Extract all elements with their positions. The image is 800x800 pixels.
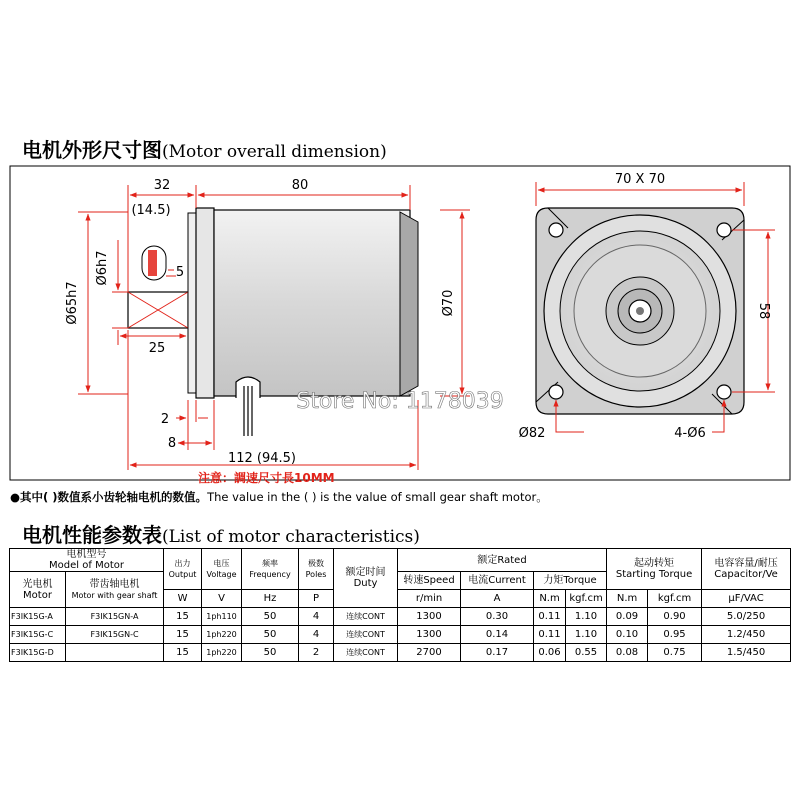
front-flange (196, 208, 214, 398)
cell-gear-model: F3IK15GN-A (66, 608, 164, 626)
cell-output: 15 (164, 644, 202, 662)
note-cn: ●其中( )数值系小齿轮轴电机的数值。 (10, 490, 208, 504)
unit-voltage: V (202, 590, 242, 608)
store-watermark: Store No: 1178039 (296, 389, 504, 414)
cell-plain-model: F3IK15G-A (10, 608, 66, 626)
cell-capacitor: 1.5/450 (702, 644, 791, 662)
header-plain-motor: 光电机 Motor (10, 572, 66, 608)
dim-25: 25 (148, 341, 166, 356)
cell-current: 0.14 (461, 626, 534, 644)
cell-output: 15 (164, 608, 202, 626)
dim-70: Ø70 (441, 289, 456, 317)
cell-poles: 4 (299, 608, 334, 626)
cell-torque-nm: 0.11 (534, 626, 566, 644)
dim-112: 112 (94.5) (227, 451, 297, 466)
dim-58: 58 (756, 302, 771, 320)
cell-current: 0.30 (461, 608, 534, 626)
unit-torque-kgf: kgf.cm (566, 590, 607, 608)
note-en: The value in the ( ) is the value of small gear shaft motor (207, 490, 537, 504)
note-end: 。 (536, 490, 548, 504)
section-title-cn: 电机外形尺寸图 (22, 138, 162, 162)
unit-output: W (164, 590, 202, 608)
cell-frequency: 50 (242, 644, 299, 662)
section2-title-en: (List of motor characteristics) (162, 527, 420, 547)
rear-cap (400, 212, 418, 396)
dim-14-5: (14.5) (131, 203, 171, 218)
header-frequency: 频率 Frequency (242, 549, 299, 590)
cell-start-kgf: 0.75 (648, 644, 702, 662)
header-poles: 极数 Poles (299, 549, 334, 590)
section-title-en: (Motor overall dimension) (162, 142, 387, 162)
front-view (536, 208, 744, 414)
motor-characteristics-table (9, 548, 791, 662)
cell-gear-model (66, 644, 164, 662)
header-speed: 转速Speed (398, 572, 461, 590)
dim-70x70: 70 X 70 (614, 172, 666, 187)
unit-capacitor: μF/VAC (702, 590, 791, 608)
cell-torque-nm: 0.06 (534, 644, 566, 662)
unit-torque-nm: N.m (534, 590, 566, 608)
motor-body (214, 210, 410, 396)
cell-torque-nm: 0.11 (534, 608, 566, 626)
mount-hole-br (717, 385, 731, 399)
dim-5: 5 (175, 265, 185, 280)
cell-start-nm: 0.09 (607, 608, 648, 626)
cell-torque-kgf: 1.10 (566, 626, 607, 644)
unit-start-kgf: kgf.cm (648, 590, 702, 608)
cell-start-nm: 0.08 (607, 644, 648, 662)
cell-voltage: 1ph220 (202, 644, 242, 662)
header-model: 电机型号 Model of Motor (10, 549, 164, 572)
header-rated: 额定Rated (398, 549, 607, 572)
mount-hole-tl (549, 223, 563, 237)
unit-start-nm: N.m (607, 590, 648, 608)
speed-adjust-note: 注意：調速尺寸長10MM (198, 471, 335, 485)
cell-poles: 4 (299, 626, 334, 644)
header-current: 电流Current (461, 572, 534, 590)
cell-capacitor: 5.0/250 (702, 608, 791, 626)
cell-output: 15 (164, 626, 202, 644)
header-starting-torque: 起动转矩 Starting Torque (607, 549, 702, 590)
dim-2: 2 (160, 412, 170, 427)
header-output: 出力 Output (164, 549, 202, 590)
header-capacitor: 电容容量/耐压 Capacitor/Ve (702, 549, 791, 590)
cell-torque-kgf: 0.55 (566, 644, 607, 662)
cell-plain-model: F3IK15G-D (10, 644, 66, 662)
cell-plain-model: F3IK15G-C (10, 626, 66, 644)
dim-65h7: Ø65h7 (65, 281, 80, 325)
cell-start-kgf: 0.90 (648, 608, 702, 626)
cell-poles: 2 (299, 644, 334, 662)
mount-hole-bl (549, 385, 563, 399)
pilot-flange (188, 213, 196, 393)
unit-frequency: Hz (242, 590, 299, 608)
cell-speed: 2700 (398, 644, 461, 662)
dim-8: 8 (167, 436, 177, 451)
header-duty: 额定时间 Duty (334, 549, 398, 608)
unit-poles: P (299, 590, 334, 608)
unit-speed: r/min (398, 590, 461, 608)
cell-current: 0.17 (461, 644, 534, 662)
section2-title-cn: 电机性能参数表 (22, 523, 162, 547)
cell-duty: 连续CONT (334, 644, 398, 662)
header-voltage: 电压 Voltage (202, 549, 242, 590)
table-row (10, 608, 791, 626)
header-gear-motor: 带齿轴电机 Motor with gear shaft (66, 572, 164, 608)
dim-82: Ø82 (518, 426, 546, 441)
cell-frequency: 50 (242, 626, 299, 644)
mount-hole-tr (717, 223, 731, 237)
table-row (10, 626, 791, 644)
cell-frequency: 50 (242, 608, 299, 626)
cell-duty: 连续CONT (334, 626, 398, 644)
cell-speed: 1300 (398, 608, 461, 626)
unit-current: A (461, 590, 534, 608)
dim-80: 80 (291, 178, 309, 193)
cell-voltage: 1ph110 (202, 608, 242, 626)
dim-4-6: 4-Ø6 (674, 426, 706, 441)
cell-capacitor: 1.2/450 (702, 626, 791, 644)
cell-torque-kgf: 1.10 (566, 608, 607, 626)
table-row (10, 644, 791, 662)
header-torque: 力矩Torque (534, 572, 607, 590)
table-header-row-1 (10, 549, 791, 572)
section-title-characteristics (22, 519, 420, 548)
gear-shaft-note (10, 489, 548, 505)
cell-speed: 1300 (398, 626, 461, 644)
cell-start-nm: 0.10 (607, 626, 648, 644)
cell-voltage: 1ph220 (202, 626, 242, 644)
cell-start-kgf: 0.95 (648, 626, 702, 644)
dim-6h7: Ø6h7 (95, 250, 110, 286)
cell-gear-model: F3IK15GN-C (66, 626, 164, 644)
cell-duty: 连续CONT (334, 608, 398, 626)
dim-32: 32 (153, 178, 171, 193)
